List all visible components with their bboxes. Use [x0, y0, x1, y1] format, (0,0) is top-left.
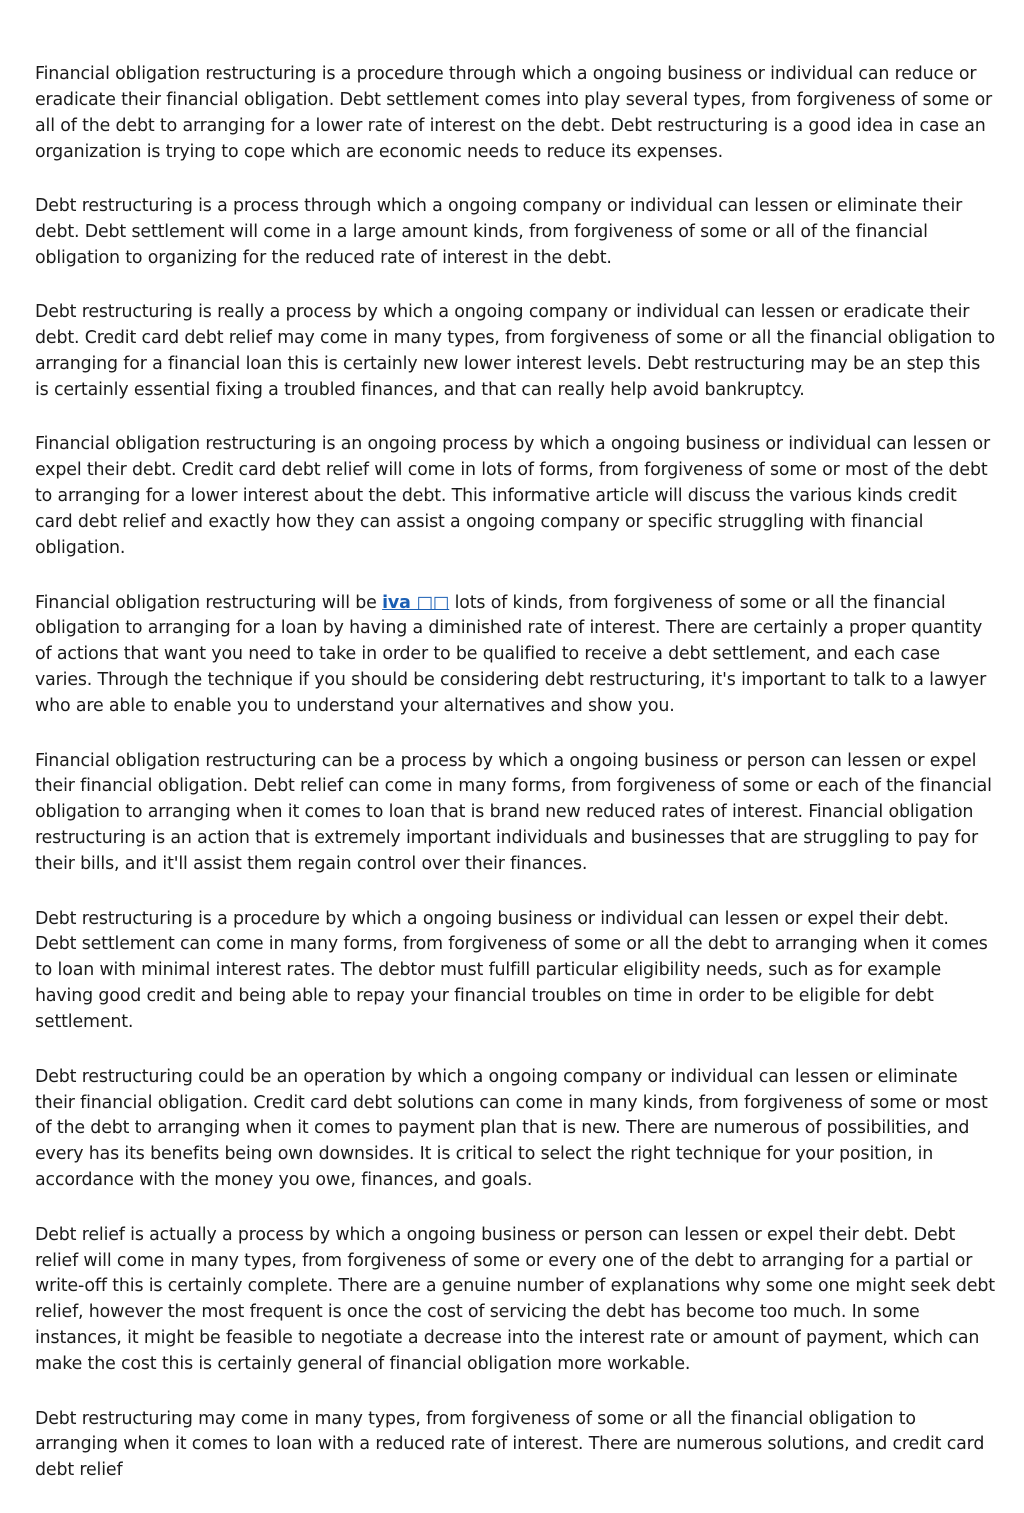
paragraph-6: Financial obligation restructuring can be a process by which a ongoing business or person can lessen or expel their financial obligation. Debt relief can come in many forms, from forgiveness of some or each of the financial obligation to arranging when it comes to loan that is brand new reduced rates of interest. Financial obligation restructuring is an action that is extremely important individuals and businesses that are struggling to pay for their bills, and it'll assist them regain control over their finances.: [35, 750, 992, 875]
paragraph-10: Debt restructuring may come in many types, from forgiveness of some or all the financial obligation to arranging when it comes to loan with a reduced rate of interest. There are numerous solutions, and credit card debt relief: [35, 1408, 985, 1481]
iva-link[interactable]: iva □□: [382, 592, 450, 613]
paragraph-4: Financial obligation restructuring is an ongoing process by which a ongoing business or individual can lessen or expel their debt. Credit card debt relief will come in lots of forms, from forgiveness of some or most of the debt to arranging for a lower interest about the debt. This informative article will discuss the various kinds credit card debt relief and exactly how they can assist a ongoing company or specific struggling with financial obligation.: [35, 434, 991, 559]
document-body: [35, 62, 995, 1513]
paragraph-9: Debt relief is actually a process by which a ongoing business or person can lessen or expel their debt. Debt relief will come in many types, from forgiveness of some or every one of the debt to arranging for a partial or write-off this is certainly complete. There are a genuine number of explanations why some one might seek debt relief, however the most frequent is once the cost of servicing the debt has become too much. In some instances, it might be feasible to negotiate a decrease into the interest rate or amount of payment, which can make the cost this is certainly general of financial obligation more workable.: [35, 1224, 995, 1375]
paragraph-1: Financial obligation restructuring is a procedure through which a ongoing business or individual can reduce or eradicate their financial obligation. Debt settlement comes into play several types, from forgiveness of some or all of the debt to arranging for a lower rate of interest on the debt. Debt restructuring is a good idea in case an organization is trying to cope which are economic needs to reduce its expenses.: [35, 64, 993, 162]
paragraph-8: Debt restructuring could be an operation by which a ongoing company or individual can lessen or eliminate their financial obligation. Credit card debt solutions can come in many kinds, from forgiveness of some or most of the debt to arranging when it comes to payment plan that is new. There are numerous of possibilities, and every has its benefits being own downsides. It is critical to select the right technique for your position, in accordance with the money you owe, finances, and goals.: [35, 1066, 988, 1191]
paragraph-5-text-after: lots of kinds, from forgiveness of some or all the financial obligation to arranging for a loan by having a diminished rate of interest. There are certainly a proper quantity of actions that want you need to take in order to be qualified to receive a debt settlement, and each case varies. Through the technique if you should be considering debt restructuring, it's important to talk to a lawyer who are able to enable you to understand your alternatives and show you.: [35, 592, 987, 717]
paragraph-5-with-link: [35, 591, 995, 721]
paragraph-7: Debt restructuring is a procedure by which a ongoing business or individual can lessen or expel their debt. Debt settlement can come in many forms, from forgiveness of some or all the debt to arranging when it comes to loan with minimal interest rates. The debtor must fulfill particular eligibility needs, such as for example having good credit and being able to repay your financial troubles on time in order to be eligible for debt settlement.: [35, 908, 988, 1033]
paragraph-3: Debt restructuring is really a process by which a ongoing company or individual can lessen or eradicate their debt. Credit card debt relief may come in many types, from forgiveness of some or all the financial obligation to arranging for a financial loan this is certainly new lower interest levels. Debt restructuring may be an step this is certainly essential fixing a troubled finances, and that can really help avoid bankruptcy.: [35, 302, 995, 401]
paragraph-5-text-before: Financial obligation restructuring will be: [35, 592, 383, 613]
paragraph-2: Debt restructuring is a process through which a ongoing company or individual can lessen or eliminate their debt. Debt settlement will come in a large amount kinds, from forgiveness of some or all of the financial obligation to organizing for the reduced rate of interest in the debt.: [35, 196, 963, 268]
